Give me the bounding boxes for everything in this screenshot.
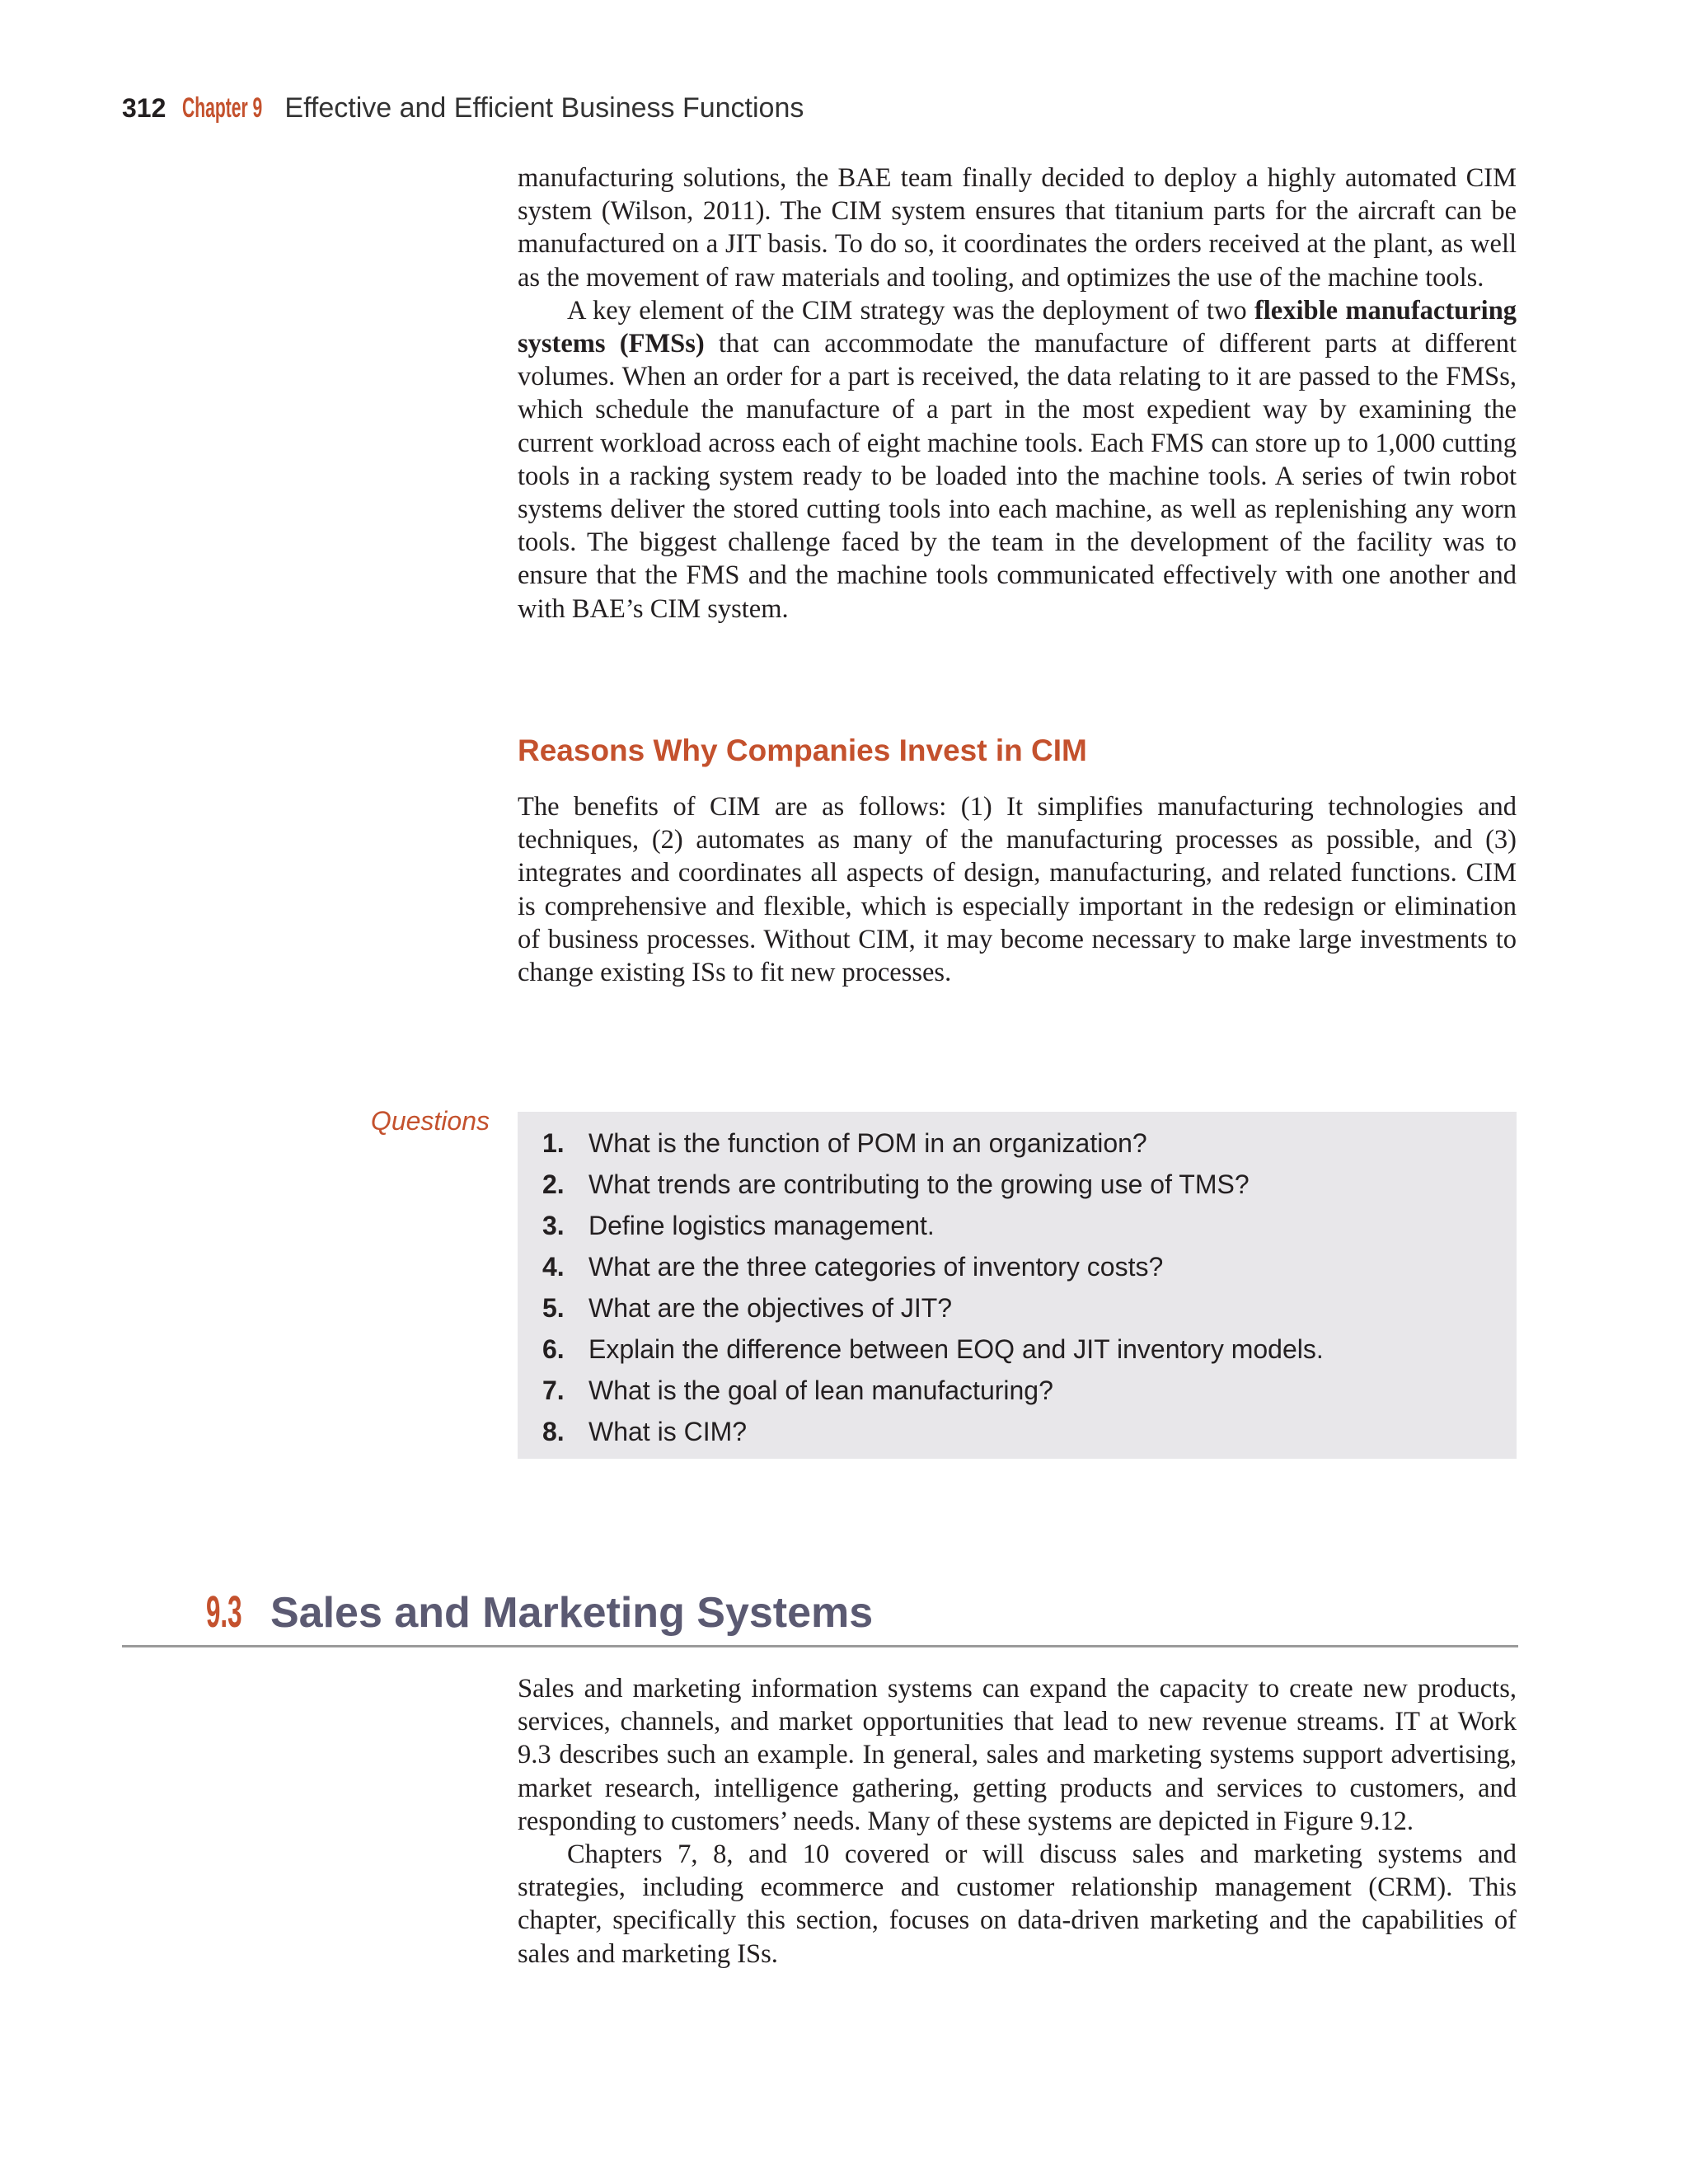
question-item	[542, 1252, 1517, 1293]
question-number: 8.	[542, 1417, 565, 1446]
section-divider	[122, 1645, 1518, 1647]
reasons-text	[518, 790, 1517, 989]
section-title: Sales and Marketing Systems	[270, 1589, 874, 1637]
question-number: 2.	[542, 1169, 565, 1199]
running-header	[122, 92, 804, 134]
chapter-title: Effective and Efficient Business Functions	[284, 92, 804, 124]
section-paragraph-1: Sales and marketing information systems can expand the capacity to create new products, services, channels, and market opportunities that lead to new revenue streams. IT at Work 9.3 describes such an example. In general, sales and marketing systems support advertising, market research, intelligence gathering, getting products and services to customers, and responding to customers’ needs. Many of these systems are depicted in Figure 9.12.	[518, 1674, 1517, 1836]
intro-p2-start: A key element of the CIM strategy was the deployment of two	[567, 295, 1254, 326]
question-number: 6.	[542, 1334, 565, 1364]
questions-box	[518, 1112, 1517, 1459]
questions-label: Questions	[370, 1106, 490, 1136]
question-number: 1.	[542, 1128, 565, 1158]
question-text: What is the function of POM in an organization?	[588, 1128, 1147, 1158]
question-text: What are the objectives of JIT?	[588, 1293, 953, 1323]
question-text: What are the three categories of inventory costs?	[588, 1252, 1164, 1282]
section-number: 9.3	[206, 1587, 242, 1637]
question-item	[542, 1169, 1517, 1211]
question-text: Define logistics management.	[588, 1211, 935, 1240]
reasons-paragraph: The benefits of CIM are as follows: (1) It simplifies manufacturing technologies and techniques, (2) automates as many of the manufacturing processes as possible, and (3) integrates and coordinates all aspects of design, manufacturing, and related functions. CIM is comprehensive and flexible, which is especially important in the redesign or elimination of business processes. Without CIM, it may become necessary to make large investments to change existing ISs to fit new processes.	[518, 792, 1517, 988]
question-item	[542, 1417, 1517, 1458]
question-item	[542, 1293, 1517, 1334]
intro-text	[518, 162, 1517, 626]
question-text: What trends are contributing to the growing use of TMS?	[588, 1169, 1250, 1199]
key-term-fms: flexible manufacturing systems (FMSs)	[518, 295, 1517, 359]
question-item	[542, 1128, 1517, 1169]
question-item	[542, 1334, 1517, 1376]
intro-paragraph-2	[518, 294, 1517, 626]
questions-list	[542, 1128, 1517, 1458]
chapter-label: Chapter 9	[182, 92, 263, 124]
question-item	[542, 1376, 1517, 1417]
intro-p2-end: that can accommodate the manufacture of different parts at different volumes. When an order for a part is received, the data relating to it are passed to the FMSs, which schedule the manufacture of a part in the most expedient way by examining the current workload across each of eight machine tools. Each FMS can store up to 1,000 cutting tools in a racking system ready to be loaded into the machine tools. A series of twin robot systems deliver the stored cutting tools into each machine, as well as replenishing any worn tools. The biggest challenge faced by the team in the development of the facility was to ensure that the FMS and the machine tools communicated effectively with one another and with BAE’s CIM system.	[518, 329, 1517, 624]
question-text: Explain the difference between EOQ and JIT inventory models.	[588, 1334, 1324, 1364]
question-text: What is the goal of lean manufacturing?	[588, 1376, 1053, 1405]
question-number: 7.	[542, 1376, 565, 1405]
section-text	[518, 1672, 1517, 1971]
question-number: 3.	[542, 1211, 565, 1240]
section-heading	[206, 1586, 873, 1638]
intro-paragraph-1: manufacturing solutions, the BAE team finally decided to deploy a highly automated CIM system (Wilson, 2011). The CIM system ensures that titanium parts for the aircraft can be manufactured on a JIT basis. To do so, it coordinates the orders received at the plant, as well as the movement of raw materials and tooling, and optimizes the use of the machine tools.	[518, 163, 1517, 293]
question-text: What is CIM?	[588, 1417, 748, 1446]
question-number: 4.	[542, 1252, 565, 1282]
question-number: 5.	[542, 1293, 565, 1323]
page-number: 312	[122, 93, 166, 123]
section-paragraph-2: Chapters 7, 8, and 10 covered or will discuss sales and marketing systems and strategies, including ecommerce and customer relationship management (CRM). This chapter, specifically this section, focuses on data-driven marketing and the capabilities of sales and marketing ISs.	[518, 1840, 1517, 1969]
question-item	[542, 1211, 1517, 1252]
subsection-heading: Reasons Why Companies Invest in CIM	[518, 733, 1087, 767]
